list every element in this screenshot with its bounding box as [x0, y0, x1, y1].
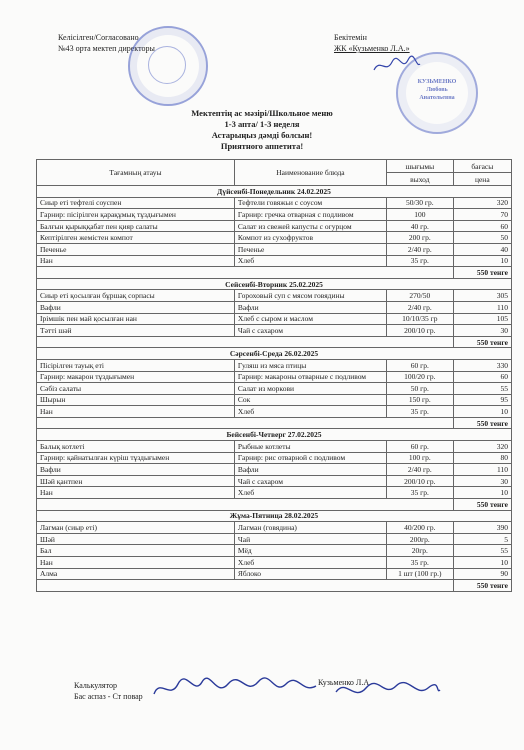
school-seal-stamp: [128, 26, 208, 106]
dish-row: [37, 313, 512, 325]
total-spacer: [37, 336, 454, 348]
dish-row: [37, 533, 512, 545]
dish-price: 320: [453, 441, 511, 453]
dish-portion: 2/40 гр.: [386, 464, 453, 476]
dish-row: [37, 557, 512, 569]
dish-name-ru: Салат из свежей капусты с огурцом: [234, 220, 386, 232]
dish-name-ru: Салат из моркови: [234, 383, 386, 395]
dish-portion: 100 гр.: [386, 452, 453, 464]
dish-portion: 200/10 гр.: [386, 475, 453, 487]
total-spacer: [37, 267, 454, 279]
day-header-row: [37, 510, 512, 522]
approval-school: №43 орта мектеп директоры: [58, 44, 155, 53]
dish-price: 95: [453, 394, 511, 406]
dish-price: 55: [453, 545, 511, 557]
col-header-kz: Тағамның атауы: [37, 160, 235, 186]
day-title: Жұма-Пятница 28.02.2025: [37, 510, 512, 522]
dish-name-ru: Печенье: [234, 243, 386, 255]
dish-name-ru: Рыбные котлеты: [234, 441, 386, 453]
dish-name-kz: Вафли: [37, 301, 235, 313]
total-spacer: [37, 499, 454, 511]
dish-name-kz: Сиыр еті қосылған бұршақ сорпасы: [37, 290, 235, 302]
dish-row: [37, 464, 512, 476]
dish-name-ru: Гарнир: рис отварной с подливом: [234, 452, 386, 464]
day-total: 550 тенге: [453, 267, 511, 279]
dish-portion: 35 гр.: [386, 487, 453, 499]
dish-price: 70: [453, 209, 511, 221]
dish-portion: 40 гр.: [386, 220, 453, 232]
footer-name: Кузьменко Л.А.: [318, 678, 372, 687]
day-total: 550 тенге: [453, 499, 511, 511]
dish-name-kz: Тәтті шәй: [37, 325, 235, 337]
dish-portion: 200 гр.: [386, 232, 453, 244]
menu-body: [37, 186, 512, 592]
day-header-row: [37, 186, 512, 198]
dish-price: 80: [453, 452, 511, 464]
dish-row: [37, 290, 512, 302]
dish-name-kz: Балық котлеті: [37, 441, 235, 453]
dish-name-kz: Пісірілген тауық еті: [37, 359, 235, 371]
dish-portion: 50/30 гр.: [386, 197, 453, 209]
dish-name-ru: Хлеб: [234, 255, 386, 267]
greeting-kz: Астарыңыз дәмді болсын!: [211, 130, 313, 140]
dish-name-ru: Лагман (говядина): [234, 522, 386, 534]
dish-name-kz: Бал: [37, 545, 235, 557]
dish-price: 110: [453, 464, 511, 476]
stamp-text: КУЗЬМЕНКО Любовь Анатольевна: [417, 79, 457, 101]
dish-portion: 35 гр.: [386, 557, 453, 569]
dish-price: 55: [453, 383, 511, 395]
day-total-row: [37, 499, 512, 511]
dish-portion: 200/10 гр.: [386, 325, 453, 337]
dish-name-ru: Гороховый суп с мясом говядины: [234, 290, 386, 302]
dish-row: [37, 371, 512, 383]
dish-portion: 35 гр.: [386, 255, 453, 267]
dish-row: [37, 522, 512, 534]
day-total: 550 тенге: [453, 336, 511, 348]
dish-name-kz: Лагман (сиыр еті): [37, 522, 235, 534]
dish-price: 60: [453, 371, 511, 383]
confirm-label: Бекітемін: [334, 33, 367, 42]
dish-name-kz: Сәбіз салаты: [37, 383, 235, 395]
dish-name-ru: Хлеб: [234, 487, 386, 499]
dish-name-kz: Печенье: [37, 243, 235, 255]
dish-portion: 100/20 гр.: [386, 371, 453, 383]
dish-name-ru: Тефтели говяжьи с соусом: [234, 197, 386, 209]
dish-row: [37, 209, 512, 221]
day-title: Сейсенбі-Вторник 25.02.2025: [37, 278, 512, 290]
dish-portion: 60 гр.: [386, 359, 453, 371]
dish-row: [37, 255, 512, 267]
dish-name-ru: Гуляш из мяса птицы: [234, 359, 386, 371]
dish-name-kz: Шәй: [37, 533, 235, 545]
dish-portion: 100: [386, 209, 453, 221]
confirm-company: ЖК «Кузьменко Л.А.»: [334, 44, 410, 53]
dish-portion: 200гр.: [386, 533, 453, 545]
day-total-row: [37, 580, 512, 592]
col-header-out-kz: шығымы: [386, 160, 453, 173]
day-total-row: [37, 267, 512, 279]
dish-portion: 60 гр.: [386, 441, 453, 453]
dish-name-ru: Мёд: [234, 545, 386, 557]
dish-name-kz: Вафли: [37, 464, 235, 476]
dish-name-ru: Чай: [234, 533, 386, 545]
day-total-row: [37, 336, 512, 348]
dish-row: [37, 394, 512, 406]
dish-row: [37, 383, 512, 395]
col-header-price-kz: бағасы: [453, 160, 511, 173]
dish-price: 390: [453, 522, 511, 534]
dish-row: [37, 568, 512, 580]
dish-portion: 1 шт (100 гр.): [386, 568, 453, 580]
day-header-row: [37, 429, 512, 441]
dish-price: 50: [453, 232, 511, 244]
accountant-signature: [332, 676, 442, 704]
dish-row: [37, 359, 512, 371]
dish-name-ru: Хлеб: [234, 557, 386, 569]
dish-price: 30: [453, 475, 511, 487]
dish-portion: 270/50: [386, 290, 453, 302]
dish-portion: 2/40 гр.: [386, 243, 453, 255]
footer-chef: Бас аспаз - Ст повар: [74, 692, 143, 701]
dish-portion: 10/10/35 гр: [386, 313, 453, 325]
dish-price: 10: [453, 557, 511, 569]
dish-row: [37, 406, 512, 418]
dish-price: 105: [453, 313, 511, 325]
day-total: 550 тенге: [453, 580, 511, 592]
menu-title: Мектептің ас мәзірі/Школьное меню: [191, 108, 333, 118]
dish-row: [37, 232, 512, 244]
dish-row: [37, 545, 512, 557]
dish-name-kz: Алма: [37, 568, 235, 580]
dish-price: 10: [453, 487, 511, 499]
footer-roles: [74, 680, 143, 702]
menu-table: [36, 159, 512, 592]
dish-name-ru: Гарнир: макароны отварные с подливом: [234, 371, 386, 383]
dish-price: 40: [453, 243, 511, 255]
dish-row: [37, 301, 512, 313]
chef-signature: [150, 674, 320, 704]
approval-label: Келісілген/Согласовано: [58, 33, 139, 42]
day-title: Бейсенбі-Четверг 27.02.2025: [37, 429, 512, 441]
dish-name-kz: Гарнир: пісірілген қарақұмық тұздығымен: [37, 209, 235, 221]
dish-price: 10: [453, 406, 511, 418]
dish-name-kz: Шәй қантпен: [37, 475, 235, 487]
dish-row: [37, 487, 512, 499]
dish-name-kz: Балғын қырыққабат пен қияр салаты: [37, 220, 235, 232]
dish-name-kz: Гарнир: макарон тұздығымен: [37, 371, 235, 383]
dish-name-kz: Сиыр еті тефтелі соуспен: [37, 197, 235, 209]
dish-name-kz: Ірімшік пен май қосылған нан: [37, 313, 235, 325]
dish-name-ru: Чай с сахаром: [234, 325, 386, 337]
dish-name-ru: Вафли: [234, 301, 386, 313]
dish-name-ru: Хлеб: [234, 406, 386, 418]
dish-portion: 50 гр.: [386, 383, 453, 395]
dish-price: 5: [453, 533, 511, 545]
dish-portion: 40/200 гр.: [386, 522, 453, 534]
dish-name-ru: Чай с сахаром: [234, 475, 386, 487]
dish-price: 10: [453, 255, 511, 267]
dish-price: 30: [453, 325, 511, 337]
dish-name-kz: Нан: [37, 406, 235, 418]
total-spacer: [37, 580, 454, 592]
dish-portion: 150 гр.: [386, 394, 453, 406]
dish-name-ru: Яблоко: [234, 568, 386, 580]
dish-row: [37, 452, 512, 464]
dish-row: [37, 441, 512, 453]
day-title: Дүйсенбі-Понедельник 24.02.2025: [37, 186, 512, 198]
dish-row: [37, 243, 512, 255]
day-header-row: [37, 348, 512, 360]
dish-portion: 2/40 гр.: [386, 301, 453, 313]
dish-name-kz: Гарнир: қайнатылған күріш тұздығымен: [37, 452, 235, 464]
day-total: 550 тенге: [453, 417, 511, 429]
dish-name-ru: Вафли: [234, 464, 386, 476]
dish-name-ru: Гарнир: гречка отварная с подливом: [234, 209, 386, 221]
dish-row: [37, 220, 512, 232]
total-spacer: [37, 417, 454, 429]
greeting-ru: Приятного аппетита!: [220, 141, 304, 151]
dish-price: 320: [453, 197, 511, 209]
col-header-ru: Наименование блюда: [234, 160, 386, 186]
dish-row: [37, 325, 512, 337]
day-total-row: [37, 417, 512, 429]
col-header-out-ru: выход: [386, 173, 453, 186]
day-header-row: [37, 278, 512, 290]
dish-portion: 35 гр.: [386, 406, 453, 418]
dish-price: 60: [453, 220, 511, 232]
dish-name-ru: Компот из сухофруктов: [234, 232, 386, 244]
day-title: Сәрсенбі-Среда 26.02.2025: [37, 348, 512, 360]
dish-price: 110: [453, 301, 511, 313]
dish-row: [37, 475, 512, 487]
dish-portion: 20гр.: [386, 545, 453, 557]
footer-calculator: Калькулятор: [74, 681, 117, 690]
dish-price: 305: [453, 290, 511, 302]
dish-name-kz: Нан: [37, 557, 235, 569]
dish-name-ru: Сок: [234, 394, 386, 406]
dish-row: [37, 197, 512, 209]
dish-name-kz: Шырын: [37, 394, 235, 406]
confirm-block: [334, 32, 410, 54]
dish-name-ru: Хлеб с сыром и маслом: [234, 313, 386, 325]
dish-name-kz: Кептірілген жемістен компот: [37, 232, 235, 244]
menu-week: 1-3 апта/ 1-3 неделя: [224, 119, 300, 129]
col-header-price-ru: цена: [453, 173, 511, 186]
dish-name-kz: Нан: [37, 255, 235, 267]
dish-name-kz: Нан: [37, 487, 235, 499]
dish-price: 90: [453, 568, 511, 580]
dish-price: 330: [453, 359, 511, 371]
